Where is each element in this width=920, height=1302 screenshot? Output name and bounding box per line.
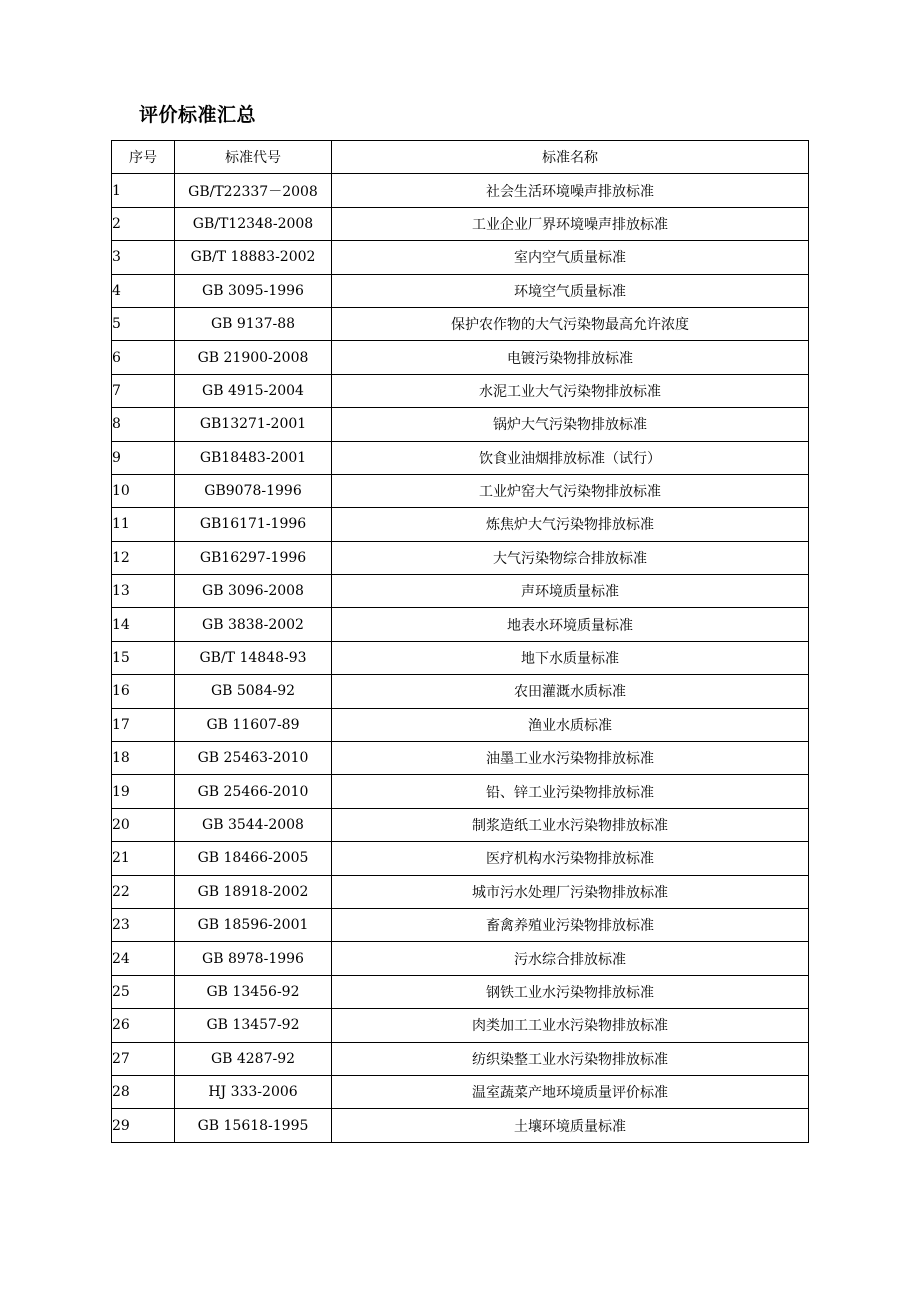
cell-serial-number: 14 [112,608,175,641]
cell-serial-number: 10 [112,474,175,507]
cell-standard-code: GB 5084-92 [175,675,332,708]
table-row [112,174,809,207]
cell-standard-code: GB/T 14848-93 [175,641,332,674]
cell-standard-name: 工业企业厂界环境噪声排放标准 [332,207,809,240]
table-row [112,374,809,407]
cell-serial-number: 18 [112,742,175,775]
cell-standard-name: 保护农作物的大气污染物最高允许浓度 [332,307,809,340]
cell-standard-name: 纺织染整工业水污染物排放标准 [332,1042,809,1075]
cell-standard-code: GB18483-2001 [175,441,332,474]
cell-serial-number: 9 [112,441,175,474]
cell-serial-number: 7 [112,374,175,407]
cell-standard-code: GB 25463-2010 [175,742,332,775]
cell-serial-number: 29 [112,1109,175,1142]
cell-serial-number: 24 [112,942,175,975]
cell-standard-name: 声环境质量标准 [332,575,809,608]
cell-serial-number: 23 [112,908,175,941]
cell-standard-name: 油墨工业水污染物排放标准 [332,742,809,775]
cell-standard-code: GB 18596-2001 [175,908,332,941]
cell-standard-code: GB13271-2001 [175,408,332,441]
cell-standard-name: 污水综合排放标准 [332,942,809,975]
table-body [112,174,809,1142]
cell-standard-code: GB 18466-2005 [175,842,332,875]
cell-standard-code: GB 21900-2008 [175,341,332,374]
table-row [112,1075,809,1108]
table-row [112,942,809,975]
cell-serial-number: 25 [112,975,175,1008]
cell-standard-code: GB/T12348-2008 [175,207,332,240]
cell-standard-name: 水泥工业大气污染物排放标准 [332,374,809,407]
table-row [112,1042,809,1075]
table-row [112,775,809,808]
cell-serial-number: 28 [112,1075,175,1108]
cell-standard-code: GB 13456-92 [175,975,332,1008]
cell-standard-code: GB 13457-92 [175,1009,332,1042]
table-row [112,875,809,908]
table-row [112,474,809,507]
cell-standard-name: 社会生活环境噪声排放标准 [332,174,809,207]
cell-serial-number: 26 [112,1009,175,1042]
cell-standard-code: GB 3838-2002 [175,608,332,641]
cell-standard-name: 铅、锌工业污染物排放标准 [332,775,809,808]
cell-serial-number: 19 [112,775,175,808]
cell-serial-number: 22 [112,875,175,908]
table-row [112,541,809,574]
cell-standard-name: 医疗机构水污染物排放标准 [332,842,809,875]
table-row [112,307,809,340]
table-row [112,842,809,875]
cell-standard-code: GB 18918-2002 [175,875,332,908]
cell-serial-number: 11 [112,508,175,541]
cell-serial-number: 12 [112,541,175,574]
table-row [112,1109,809,1142]
cell-serial-number: 5 [112,307,175,340]
cell-standard-code: GB 3095-1996 [175,274,332,307]
cell-serial-number: 3 [112,241,175,274]
table-row [112,742,809,775]
table-row [112,508,809,541]
cell-serial-number: 6 [112,341,175,374]
cell-standard-name: 土壤环境质量标准 [332,1109,809,1142]
header-standard-name: 标准名称 [332,141,809,174]
table-row [112,1009,809,1042]
cell-serial-number: 8 [112,408,175,441]
cell-serial-number: 17 [112,708,175,741]
cell-standard-code: HJ 333-2006 [175,1075,332,1108]
cell-standard-name: 电镀污染物排放标准 [332,341,809,374]
cell-standard-code: GB 4915-2004 [175,374,332,407]
cell-serial-number: 27 [112,1042,175,1075]
standards-table [111,140,809,1143]
table-row [112,675,809,708]
cell-serial-number: 13 [112,575,175,608]
page-title: 评价标准汇总 [139,104,257,126]
cell-standard-name: 环境空气质量标准 [332,274,809,307]
table-row [112,441,809,474]
cell-standard-name: 城市污水处理厂污染物排放标准 [332,875,809,908]
header-serial-number: 序号 [112,141,175,174]
cell-standard-code: GB16171-1996 [175,508,332,541]
cell-standard-name: 钢铁工业水污染物排放标准 [332,975,809,1008]
cell-standard-name: 肉类加工工业水污染物排放标准 [332,1009,809,1042]
table-row [112,408,809,441]
table-row [112,241,809,274]
cell-serial-number: 16 [112,675,175,708]
cell-standard-name: 畜禽养殖业污染物排放标准 [332,908,809,941]
cell-serial-number: 21 [112,842,175,875]
table-row [112,808,809,841]
cell-standard-name: 饮食业油烟排放标准（试行） [332,441,809,474]
table-row [112,641,809,674]
cell-standard-name: 农田灌溉水质标准 [332,675,809,708]
cell-standard-code: GB 15618-1995 [175,1109,332,1142]
cell-standard-name: 锅炉大气污染物排放标准 [332,408,809,441]
cell-serial-number: 1 [112,174,175,207]
cell-standard-code: GB 8978-1996 [175,942,332,975]
cell-standard-code: GB9078-1996 [175,474,332,507]
cell-standard-name: 工业炉窑大气污染物排放标准 [332,474,809,507]
header-standard-code: 标准代号 [175,141,332,174]
cell-standard-code: GB 4287-92 [175,1042,332,1075]
table-row [112,274,809,307]
cell-standard-name: 大气污染物综合排放标准 [332,541,809,574]
table-row [112,975,809,1008]
cell-standard-name: 室内空气质量标准 [332,241,809,274]
cell-serial-number: 20 [112,808,175,841]
cell-standard-name: 制浆造纸工业水污染物排放标准 [332,808,809,841]
cell-serial-number: 2 [112,207,175,240]
cell-standard-name: 渔业水质标准 [332,708,809,741]
cell-standard-code: GB 9137-88 [175,307,332,340]
cell-standard-code: GB16297-1996 [175,541,332,574]
table-header-row [112,141,809,174]
cell-standard-name: 温室蔬菜产地环境质量评价标准 [332,1075,809,1108]
table-row [112,708,809,741]
cell-standard-code: GB 3096-2008 [175,575,332,608]
cell-standard-code: GB/T22337－2008 [175,174,332,207]
cell-standard-name: 地下水质量标准 [332,641,809,674]
table-row [112,575,809,608]
cell-standard-name: 地表水环境质量标准 [332,608,809,641]
cell-standard-code: GB 3544-2008 [175,808,332,841]
table-row [112,341,809,374]
cell-standard-code: GB/T 18883-2002 [175,241,332,274]
table-row [112,207,809,240]
table-row [112,908,809,941]
cell-serial-number: 15 [112,641,175,674]
cell-standard-code: GB 25466-2010 [175,775,332,808]
table-row [112,608,809,641]
cell-standard-code: GB 11607-89 [175,708,332,741]
cell-serial-number: 4 [112,274,175,307]
cell-standard-name: 炼焦炉大气污染物排放标准 [332,508,809,541]
